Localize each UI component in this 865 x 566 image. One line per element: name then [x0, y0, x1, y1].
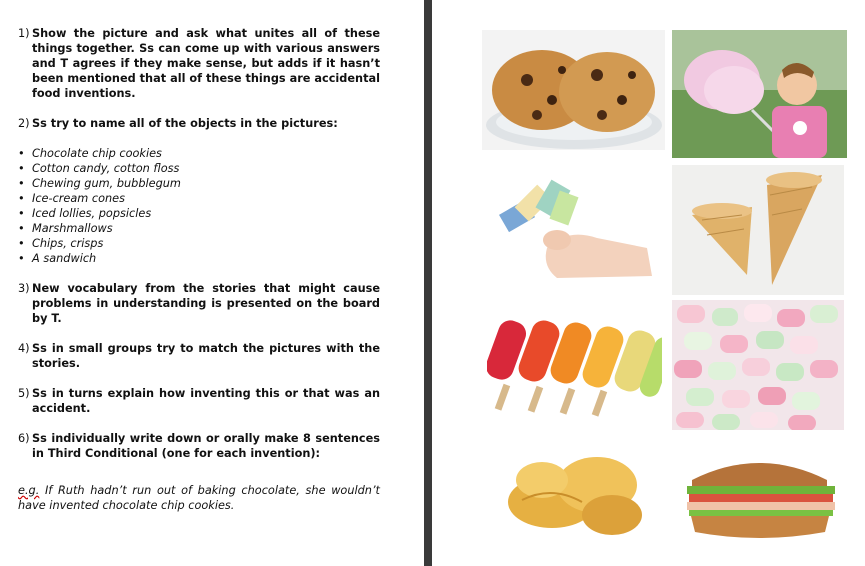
popsicles-image — [487, 300, 662, 418]
pictures-page — [432, 0, 865, 566]
step-4 — [18, 341, 380, 371]
chewing-gum-image — [487, 168, 657, 280]
step-number: 1) — [18, 27, 30, 40]
worksheet-left-page — [0, 0, 424, 566]
step-number: 6) — [18, 432, 30, 445]
step-number: 5) — [18, 387, 30, 400]
list-item: • Chewing gum, bubblegum — [18, 177, 181, 190]
step-number: 4) — [18, 342, 30, 355]
example-prefix: e.g. — [18, 484, 40, 497]
step-1 — [18, 26, 380, 101]
list-item: • Ice-cream cones — [18, 192, 126, 205]
marshmallows-image — [672, 300, 844, 430]
page-divider — [424, 0, 432, 566]
step-2 — [18, 116, 380, 131]
objects-list — [18, 146, 380, 266]
lesson-procedure — [18, 26, 380, 513]
sandwich-image — [677, 452, 842, 542]
list-item: • Iced lollies, popsicles — [18, 207, 152, 220]
chips-image — [502, 440, 650, 540]
step-5 — [18, 386, 380, 416]
step-number: 3) — [18, 282, 30, 295]
list-item: • Chocolate chip cookies — [18, 147, 162, 160]
step-6 — [18, 431, 380, 461]
example-text: If Ruth hadn’t run out of baking chocolate, she wouldn’t have invented chocolate chip cookies. — [18, 484, 380, 512]
list-item: • Marshmallows — [18, 222, 113, 235]
ice-cream-cones-image — [672, 165, 844, 295]
cookies-image — [482, 30, 665, 150]
cotton-candy-image — [672, 30, 847, 158]
list-item: • Chips, crisps — [18, 237, 104, 250]
step-text: Ss in turns explain how inventing this or that was an accident. — [32, 387, 380, 415]
list-item: • A sandwich — [18, 252, 97, 265]
list-item: • Cotton candy, cotton floss — [18, 162, 180, 175]
step-text: Ss try to name all of the objects in the pictures: — [32, 117, 338, 130]
example-sentence — [18, 483, 380, 513]
step-text: Ss individually write down or orally make 8 sentences in Third Conditional (one for each invention): — [32, 432, 380, 460]
step-text: Ss in small groups try to match the pictures with the stories. — [32, 342, 380, 370]
step-text: New vocabulary from the stories that might cause problems in understanding is presented on the board by T. — [32, 282, 380, 325]
step-text: Show the picture and ask what unites all of these things together. Ss can come up with various answers and T agrees if they make sense, but adds if it hasn’t been mentioned that all of these things are accidental food inventions. — [32, 27, 380, 100]
step-3 — [18, 281, 380, 326]
step-number: 2) — [18, 117, 30, 130]
